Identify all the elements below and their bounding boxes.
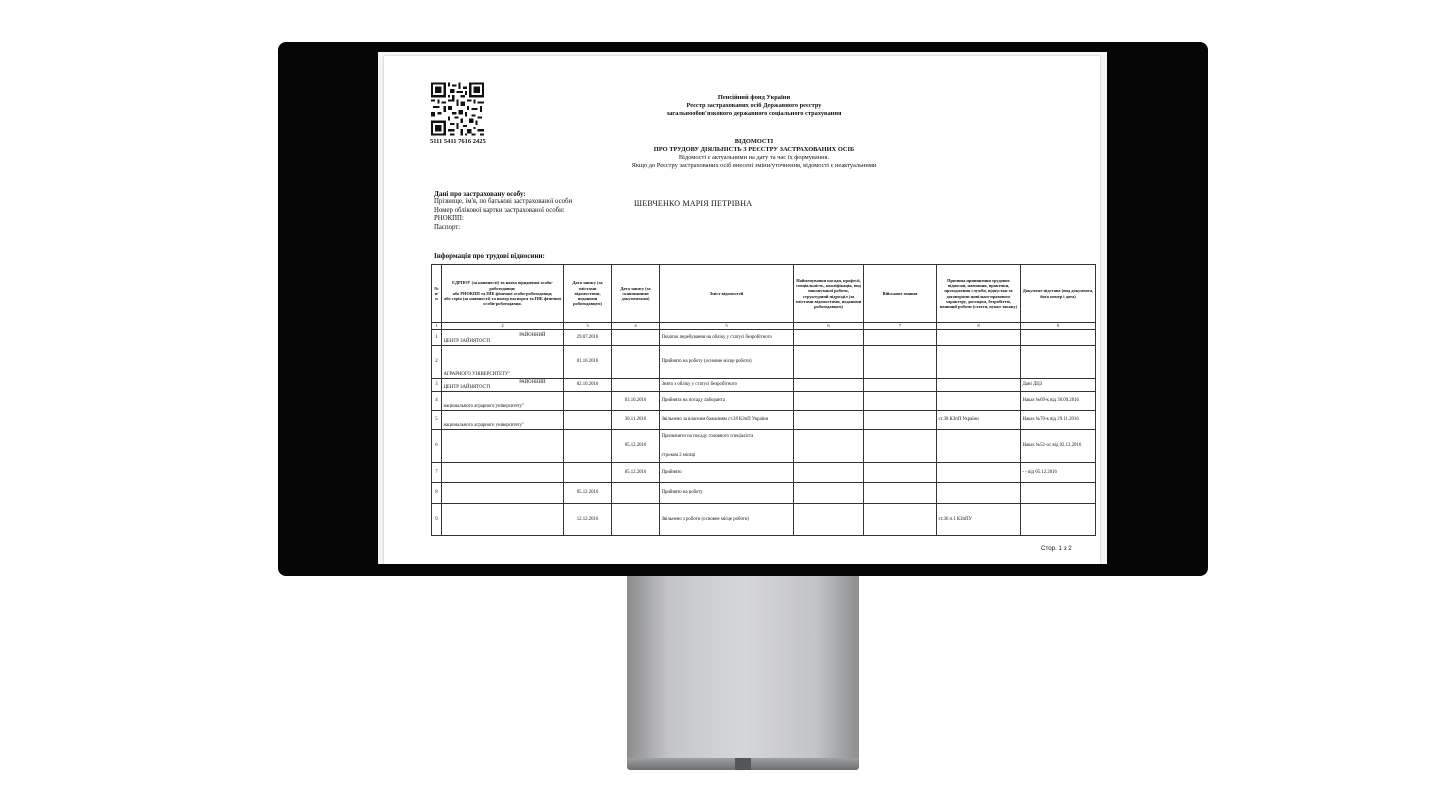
- content-text: Призначити на посаду головного спеціаліста: [661, 433, 754, 439]
- row-number: 9: [432, 504, 442, 536]
- doc-title-1: ВІДОМОСТІ: [734, 138, 774, 145]
- employer-name-bottom: національного аграрного університету": [443, 404, 525, 410]
- row-content: [660, 483, 794, 504]
- row-reason: ст.38 КЗпП України: [937, 411, 1021, 430]
- row-content: [660, 463, 794, 483]
- col-num: № п/п: [432, 265, 442, 323]
- index-cell: 2: [442, 323, 564, 330]
- index-cell: 9: [1021, 323, 1096, 330]
- employer-name-bottom: національного аграрного університету": [443, 423, 525, 429]
- employer-name-bottom: ЦЕНТР ЗАЙНЯТОСТІ: [443, 385, 491, 391]
- index-cell: 1: [432, 323, 442, 330]
- content-text-extra: строком 2 місяці: [661, 453, 696, 459]
- row-content: [660, 379, 794, 392]
- row-reason: [937, 379, 1021, 392]
- label-passport: Паспорт:: [434, 223, 461, 231]
- row-basis: [1021, 504, 1096, 536]
- col-reason: Причина припинення трудових відносин, навчання, практики, проходження служби, відпустки за договорами цивільно-правового характеру, доглядом, безробіттю, наявний роботи (стаття, пункт закону): [937, 265, 1021, 323]
- index-cell: 6: [794, 323, 864, 330]
- row-date-scan: [612, 504, 660, 536]
- table-row: [432, 504, 1096, 536]
- employer-name-bottom: АГРАРНОГО УНІВЕРСИТЕТУ": [443, 371, 511, 377]
- row-military: [864, 330, 937, 346]
- table-row: [432, 346, 1096, 379]
- content-text: Прийнято на роботу: [661, 490, 703, 496]
- row-date-record: 29.07.2016: [564, 330, 612, 346]
- index-cell: 4: [612, 323, 660, 330]
- row-content: [660, 430, 794, 463]
- monitor-screen: [378, 52, 1107, 564]
- col-position: Найменування посади, професії, спеціальність, кваліфікація, вид виконуваної роботи, структурний підрозділ (за змістами відомостями, поданими роботодавцем): [794, 265, 864, 323]
- row-position: [794, 483, 864, 504]
- employer-name-bottom: ЦЕНТР ЗАЙНЯТОСТІ: [443, 338, 491, 344]
- row-reason: [937, 483, 1021, 504]
- row-reason: [937, 392, 1021, 411]
- row-number: 6: [432, 430, 442, 463]
- content-text: Прийнято на роботу (основне місце роботи): [661, 359, 752, 365]
- person-info: [434, 190, 572, 232]
- content-text: Початок перебування на обліку у статусі безробітного: [661, 334, 772, 340]
- doc-note-2: Якщо до Реєстру застрахованих осіб внесені зміни/уточнення, відомості є неактуальними: [631, 162, 877, 169]
- employer-name-top: РАЙОННИЙ: [519, 379, 546, 385]
- col-employer: [442, 265, 564, 323]
- row-position: [794, 330, 864, 346]
- col-content: Зміст відомостей: [660, 265, 794, 323]
- row-content: [660, 504, 794, 536]
- row-position: [794, 392, 864, 411]
- table-row: [432, 483, 1096, 504]
- row-basis: Наказ №52-ос від 02.12.2016: [1021, 430, 1096, 463]
- row-content: [660, 346, 794, 379]
- person-full-name: ШЕВЧЕНКО МАРІЯ ПЕТРІВНА: [634, 199, 753, 208]
- row-date-record: [564, 411, 612, 430]
- row-date-scan: 30.11.2016: [612, 411, 660, 430]
- row-military: [864, 504, 937, 536]
- employment-table: [431, 264, 1096, 536]
- table-row: [432, 330, 1096, 346]
- person-section-title: Дані про застраховану особу:: [434, 190, 526, 198]
- row-employer: [442, 504, 564, 536]
- row-position: [794, 463, 864, 483]
- row-position: [794, 504, 864, 536]
- row-position: [794, 379, 864, 392]
- row-military: [864, 379, 937, 392]
- col-employer-b: або РНОКПП та ПІБ фізичної особи-роботодавця;: [452, 290, 553, 296]
- monitor-stand: [627, 576, 859, 762]
- row-number: 8: [432, 483, 442, 504]
- col-employer-a: ЄДРПОУ (за наявності) та назва юридичної особи-роботодавця;: [452, 280, 553, 291]
- row-basis: [1021, 330, 1096, 346]
- row-date-record: [564, 392, 612, 411]
- qr-code-number: 5111 5411 7616 2425: [430, 138, 486, 145]
- row-basis: Наказ №70-к від 29.11.2016: [1021, 411, 1096, 430]
- content-text: Звільнено з роботи (основне місце роботи): [661, 516, 750, 522]
- employment-section-title: Інформація про трудові відносини:: [434, 252, 545, 260]
- content-text: Звільнено за власним бажанням ст.38 КЗпП України: [661, 417, 769, 423]
- table-row: [432, 411, 1096, 430]
- row-basis: - - від 05.12.2016: [1021, 463, 1096, 483]
- row-number: 2: [432, 346, 442, 379]
- table-row: [432, 463, 1096, 483]
- index-cell: 7: [864, 323, 937, 330]
- row-content: [660, 330, 794, 346]
- row-date-record: 05.12.2016: [564, 483, 612, 504]
- doc-note-1: Відомості є актуальними на дату та час їх формування.: [678, 154, 830, 161]
- row-position: [794, 430, 864, 463]
- row-number: 5: [432, 411, 442, 430]
- row-employer: [442, 379, 564, 392]
- col-date-record: Дата запису (за змістами відомостями, поданими роботодавцем): [564, 265, 612, 323]
- row-reason: [937, 346, 1021, 379]
- col-military: Військове звання: [864, 265, 937, 323]
- qr-code-icon: [431, 82, 484, 136]
- org-line-1: Пенсійний фонд України: [717, 94, 791, 101]
- col-employer-c: або серія (за наявності) та номер паспорта та ПІБ фізичної особи-роботодавця.: [444, 296, 561, 307]
- row-position: [794, 346, 864, 379]
- row-basis: [1021, 483, 1096, 504]
- row-employer: [442, 463, 564, 483]
- row-date-record: 02.10.2016: [564, 379, 612, 392]
- row-number: 7: [432, 463, 442, 483]
- document-page[interactable]: [384, 56, 1100, 564]
- row-reason: [937, 430, 1021, 463]
- index-cell: 3: [564, 323, 612, 330]
- index-cell: 8: [937, 323, 1021, 330]
- row-date-record: 01.10.2016: [564, 346, 612, 379]
- index-cell: 5: [660, 323, 794, 330]
- row-employer: [442, 330, 564, 346]
- row-number: 1: [432, 330, 442, 346]
- row-date-scan: 05.12.2016: [612, 430, 660, 463]
- content-text: Знято з обліку у статусі безробітного: [661, 382, 738, 388]
- column-index-row: [432, 323, 1096, 330]
- row-employer: [442, 483, 564, 504]
- row-reason: [937, 463, 1021, 483]
- label-full-name: Прізвище, ім'я, по батькові застрахованої особи: [434, 198, 573, 206]
- row-date-record: [564, 430, 612, 463]
- row-employer: [442, 411, 564, 430]
- row-employer: [442, 392, 564, 411]
- row-date-scan: [612, 379, 660, 392]
- doc-title-2: ПРО ТРУДОВУ ДІЯЛЬНІСТЬ З РЕЄСТРУ ЗАСТРАХОВАНИХ ОСІБ: [653, 146, 855, 153]
- row-military: [864, 430, 937, 463]
- row-number: 3: [432, 379, 442, 392]
- row-date-scan: 05.12.2016: [612, 463, 660, 483]
- content-text: Прийнята на посаду лаборанта: [661, 398, 725, 404]
- col-date-scan: Дата запису (за сканованими документами): [612, 265, 660, 323]
- page-indicator: Стор. 1 з 2: [1041, 545, 1072, 552]
- row-date-scan: [612, 330, 660, 346]
- row-military: [864, 463, 937, 483]
- row-employer: [442, 346, 564, 379]
- row-military: [864, 392, 937, 411]
- org-line-2: Реєстр застрахованих осіб Державного реєстру: [686, 102, 822, 109]
- row-military: [864, 411, 937, 430]
- table-row: [432, 379, 1096, 392]
- label-card-number: Номер облікової картки застрахованої особи:: [434, 206, 565, 214]
- row-content: [660, 392, 794, 411]
- employer-name-top: РАЙОННИЙ: [519, 333, 546, 339]
- table-row: [432, 392, 1096, 411]
- org-line-3: загальнообов'язкового державного соціального страхування: [666, 110, 842, 117]
- row-date-record: 12.12.2016: [564, 504, 612, 536]
- monitor-stand-foot: [627, 758, 859, 770]
- row-position: [794, 411, 864, 430]
- row-basis: [1021, 346, 1096, 379]
- row-military: [864, 346, 937, 379]
- label-rnokpp: РНОКПП:: [434, 215, 464, 223]
- row-number: 4: [432, 392, 442, 411]
- row-basis: Дані ДЦЗ: [1021, 379, 1096, 392]
- row-date-scan: [612, 483, 660, 504]
- row-reason: ст.36 п.1 КЗпПУ: [937, 504, 1021, 536]
- row-reason: [937, 330, 1021, 346]
- table-header-row: [432, 265, 1096, 323]
- row-content: [660, 411, 794, 430]
- row-date-scan: [612, 346, 660, 379]
- row-date-scan: 03.10.2016: [612, 392, 660, 411]
- col-basis: Документ-підстава (вид документа, його номер і дата): [1021, 265, 1096, 323]
- row-basis: Наказ №69-к від 30.09.2016: [1021, 392, 1096, 411]
- table-row: [432, 430, 1096, 463]
- content-text: Прийнято: [661, 469, 682, 475]
- row-date-record: [564, 463, 612, 483]
- row-employer: [442, 430, 564, 463]
- row-military: [864, 483, 937, 504]
